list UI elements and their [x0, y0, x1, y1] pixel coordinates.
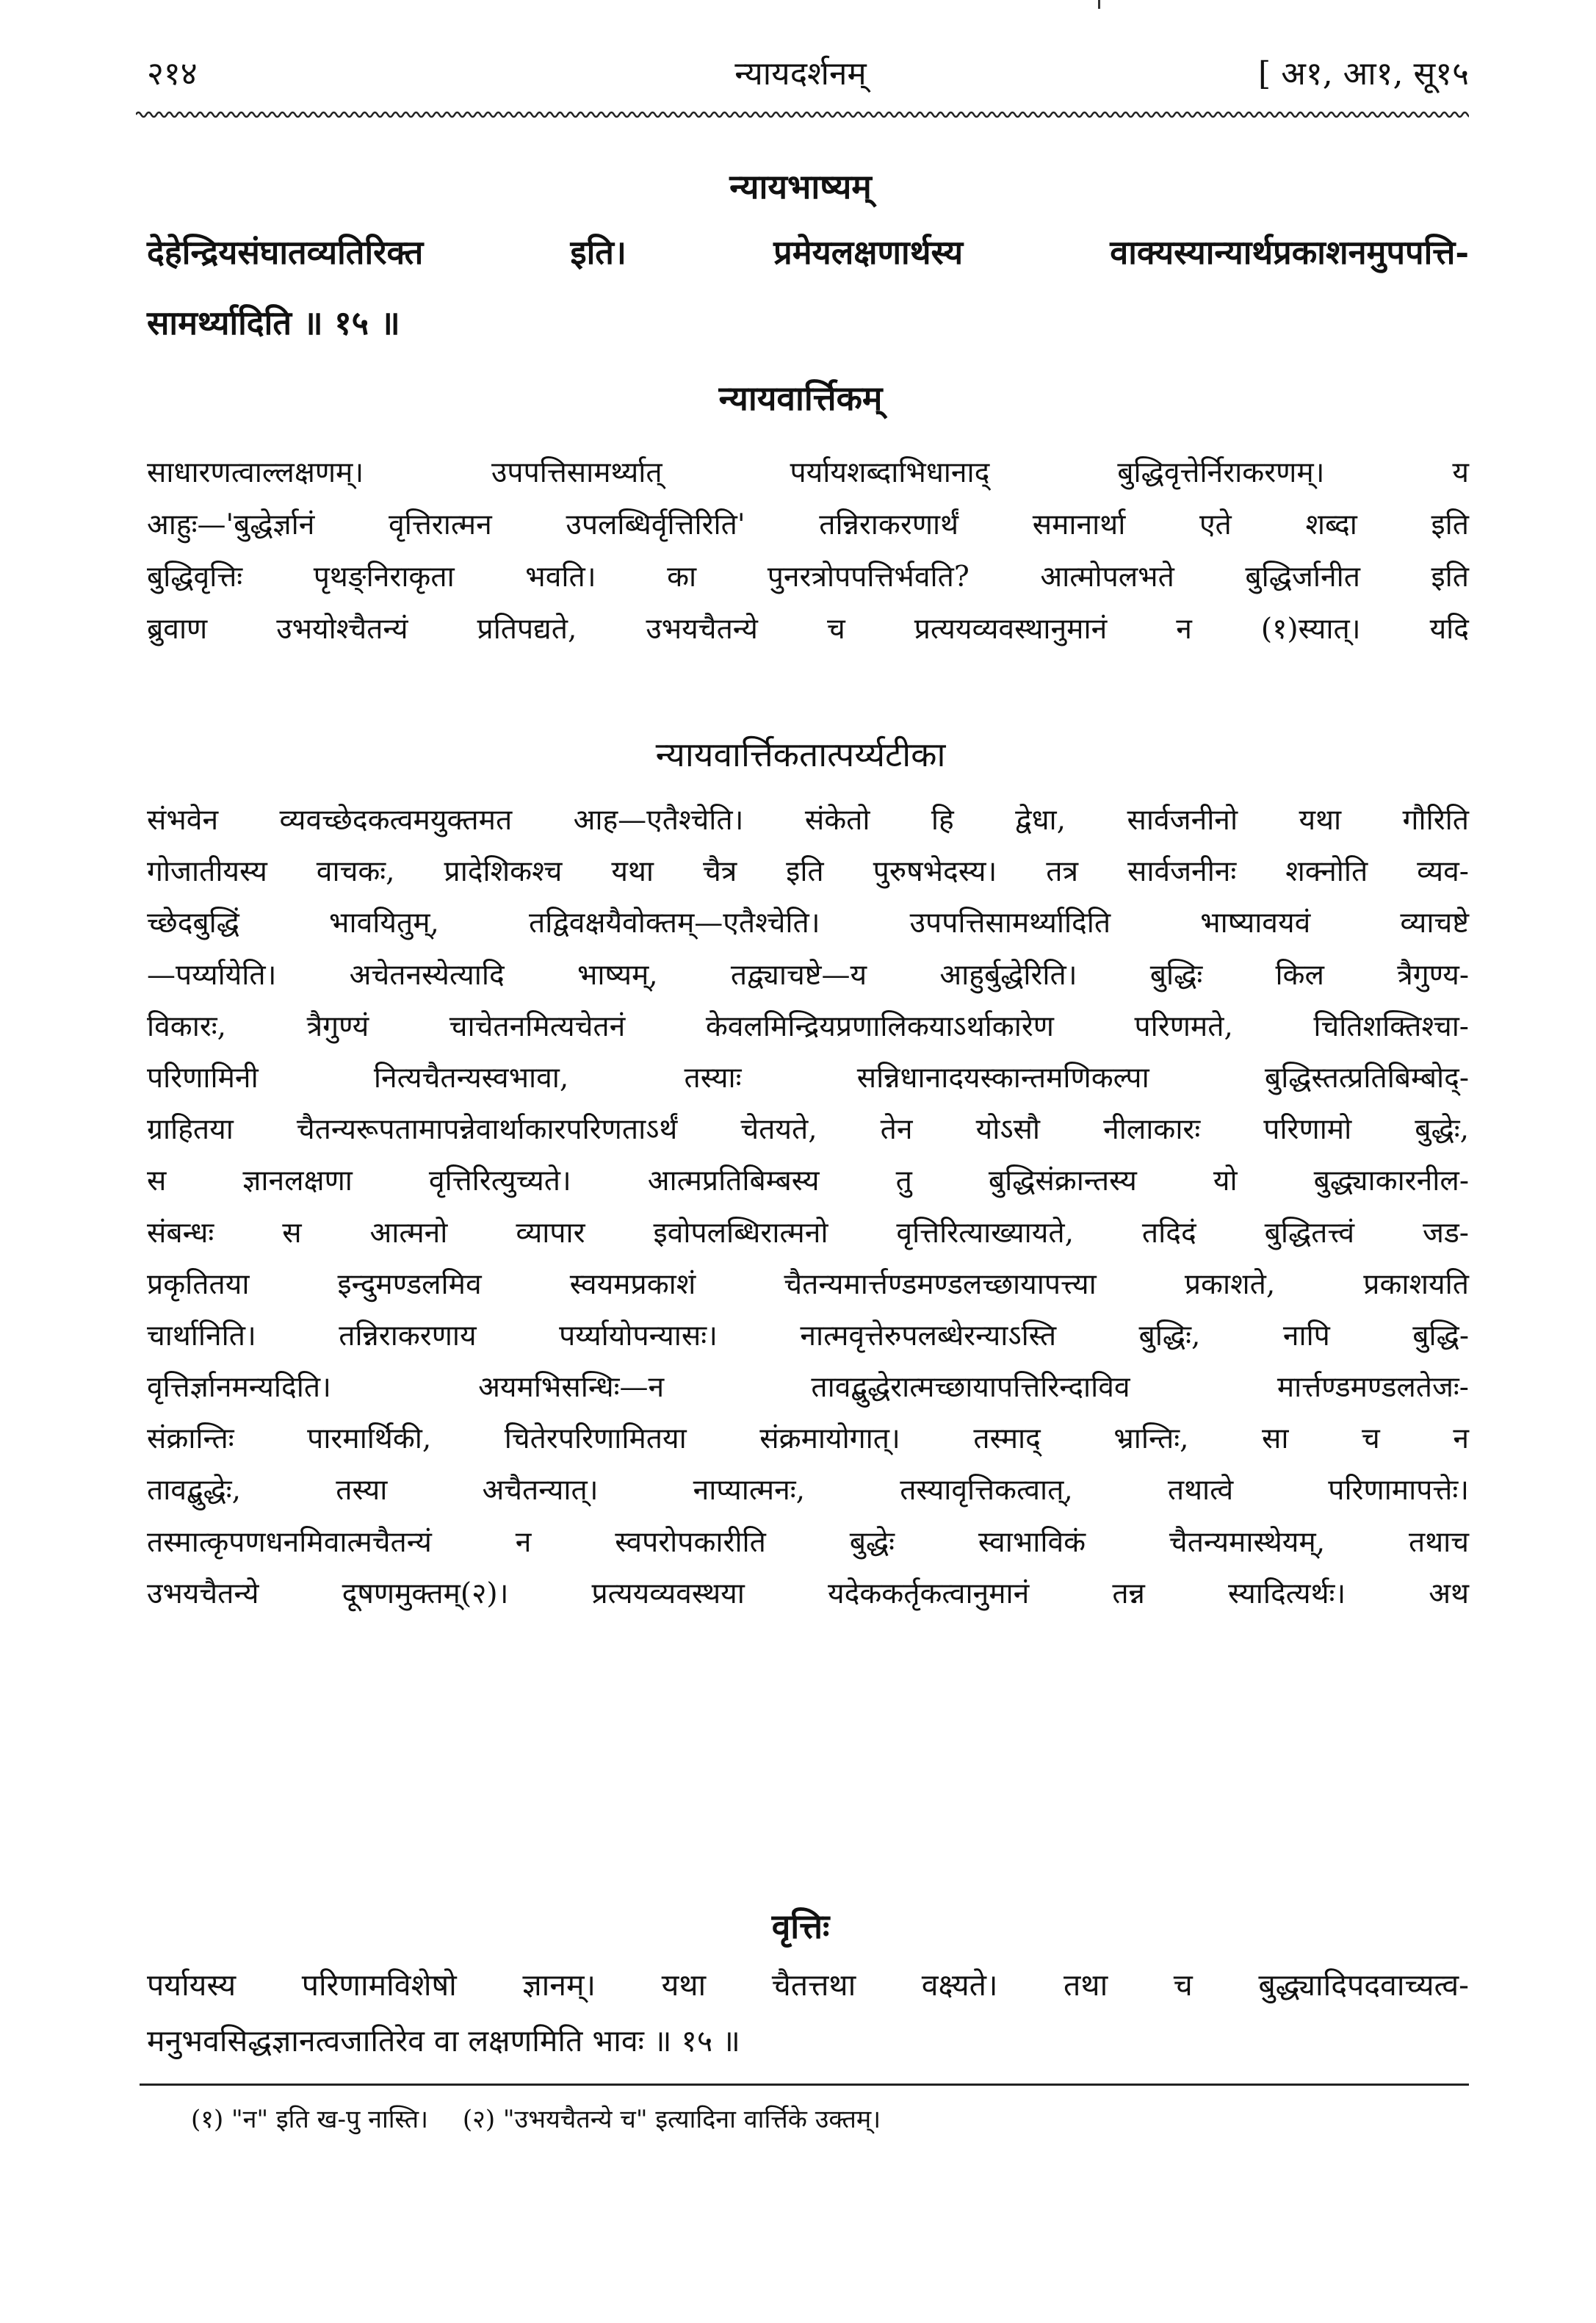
page-number: २१४: [147, 55, 198, 93]
text-line: चार्थानिति। तन्निराकरणाय पर्य्यायोपन्यासः। नात्मवृत्तेरुपलब्धेरन्याऽस्ति बुद्धिः, नापि बुद्धि-: [147, 1319, 1469, 1353]
text-line: तावद्बुद्धेः, तस्या अचैतन्यात्। नाप्यात्मनः, तस्यावृत्तिकत्वात्, तथात्वे परिणामापत्तेः।: [147, 1474, 1469, 1508]
text-line: आहुः—'बुद्धेर्ज्ञानं वृत्तिरात्मन उपलब्धिर्वृत्तिरिति' तन्निराकरणार्थं समानार्था एते शब्दा इति: [147, 508, 1469, 541]
text-line: बुद्धिवृत्तिः पृथङ्निराकृता भवति। का पुनरत्रोपपत्तिर्भवति? आत्मोपलभते बुद्धिर्जानीत इति: [147, 561, 1469, 594]
bhashya-text: [147, 217, 1469, 359]
text-line: ब्रुवाण उभयोश्चैतन्यं प्रतिपद्यते, उभयचैतन्ये च प्रत्ययव्यवस्थानुमानं न (१)स्यात्। यदि: [147, 613, 1469, 646]
running-title: न्यायदर्शनम्: [734, 55, 867, 93]
text-line: गोजातीयस्य वाचकः, प्रादेशिकश्च यथा चैत्र इति पुरुषभेदस्य। तत्र सार्वजनीनः शक्नोति व्यव-: [147, 855, 1469, 889]
vartika-heading: न्यायवार्त्तिकम्: [718, 378, 883, 418]
text-line: सामर्थ्यादिति ॥ १५ ॥: [147, 303, 400, 342]
footnote-rule: [140, 2084, 1469, 2086]
text-line: उभयचैतन्ये दूषणमुक्तम्(२)। प्रत्ययव्यवस्थया यदेककर्तृकत्वानुमानं तन्न स्यादित्यर्थः। अथ: [147, 1577, 1469, 1610]
text-line: देहेन्द्रियसंघातव्यतिरिक्त इति। प्रमेयलक्षणार्थस्य वाक्यस्यान्यार्थप्रकाशनमुपपत्ति-: [147, 233, 1469, 272]
text-line: स ज्ञानलक्षणा वृत्तिरित्युच्यते। आत्मप्रतिबिम्बस्य तु बुद्धिसंक्रान्तस्य यो बुद्ध्याकारनील-: [147, 1164, 1469, 1198]
text-line: मनुभवसिद्धज्ञानत्वजातिरेव वा लक्षणमिति भावः ॥ १५ ॥: [147, 2023, 740, 2059]
bhashya-heading: न्यायभाष्यम्: [729, 167, 872, 206]
text-line: संभवेन व्यवच्छेदकत्वमयुक्तमत आह—एतैश्चेति। संकेतो हि द्वेधा, सार्वजनीनो यथा गौरिति: [147, 804, 1469, 837]
text-line: तस्मात्कृपणधनमिवात्मचैतन्यं न स्वपरोपकारीति बुद्धेः स्वाभाविकं चैतन्यमास्थेयम्, तथाच: [147, 1525, 1469, 1559]
text-line: विकारः, त्रैगुण्यं चाचेतनमित्यचेतनं केवलमिन्द्रियप्रणालिकयाऽर्थाकारेण परिणमते, चितिशक्तिश्चा-: [147, 1009, 1469, 1043]
tika-text: [147, 795, 1469, 1620]
vritti-heading: वृत्तिः: [771, 1906, 830, 1946]
text-line: संबन्धः स आत्मनो व्यापार इवोपलब्धिरात्मनो वृत्तिरित्याख्यायते, तदिदं बुद्धितत्त्वं जड-: [147, 1216, 1469, 1250]
chapter-reference: [ अ१, आ१, सू१५: [1258, 55, 1469, 93]
text-line: परिणामिनी नित्यचैतन्यस्वभावा, तस्याः सन्निधानादयस्कान्तमणिकल्पा बुद्धिस्तत्प्रतिबिम्बोद्-: [147, 1061, 1469, 1095]
text-line: साधारणत्वाल्लक्षणम्। उपपत्तिसामर्थ्यात् पर्यायशब्दाभिधानाद् बुद्धिवृत्तेर्निराकरणम्। य: [147, 456, 1469, 489]
text-line: संक्रान्तिः पारमार्थिकी, चितेरपरिणामितया संक्रमायोगात्। तस्माद् भ्रान्तिः, सा च न: [147, 1422, 1469, 1456]
footnote-1: (१) "न" इति ख-पु नास्ति।: [191, 2105, 429, 2134]
text-line: पर्यायस्य परिणामविशेषो ज्ञानम्। यथा चैतत्तथा वक्ष्यते। तथा च बुद्ध्यादिपदवाच्यत्व-: [147, 1967, 1469, 2003]
vritti-text: [147, 1957, 1469, 2069]
text-line: वृत्तिर्ज्ञानमन्यदिति। अयमभिसन्धिः—न तावद्बुद्धेरात्मच्छायापत्तिरिन्दाविव मार्त्तण्डमण्डलतेजः-: [147, 1371, 1469, 1405]
text-line: प्रकृतितया इन्दुमण्डलमिव स्वयमप्रकाशं चैतन्यमार्त्तण्डमण्डलच्छायापत्त्या प्रकाशते, प्रकाशयति: [147, 1267, 1469, 1301]
print-speck: [1098, 0, 1100, 9]
running-head: [125, 43, 1476, 109]
wavy-rule: [136, 109, 1469, 120]
footnote-2: (२) "उभयचैतन्ये च" इत्यादिना वार्त्तिके उक्तम्।: [462, 2105, 881, 2134]
tika-heading: न्यायवार्त्तिकतात्पर्य्यटीका: [655, 735, 946, 774]
text-line: च्छेदबुद्धिं भावयितुम्, तद्विवक्षयैवोक्तम्—एतैश्चेति। उपपत्तिसामर्थ्यादिति भाष्यावयवं व्याचष्टे: [147, 907, 1469, 940]
vartika-text: [147, 447, 1469, 655]
text-line: ग्राहितया चैतन्यरूपतामापन्नेवार्थाकारपरिणताऽर्थं चेतयते, तेन योऽसौ नीलाकारः परिणामो बुद्धेः,: [147, 1113, 1469, 1147]
footnotes: [191, 2101, 907, 2135]
text-line: —पर्य्यायेति। अचेतनस्येत्यादि भाष्यम्, तद्व्याचष्टे—य आहुर्बुद्धेरिति। बुद्धिः किल त्रैगुण्य-: [147, 958, 1469, 992]
